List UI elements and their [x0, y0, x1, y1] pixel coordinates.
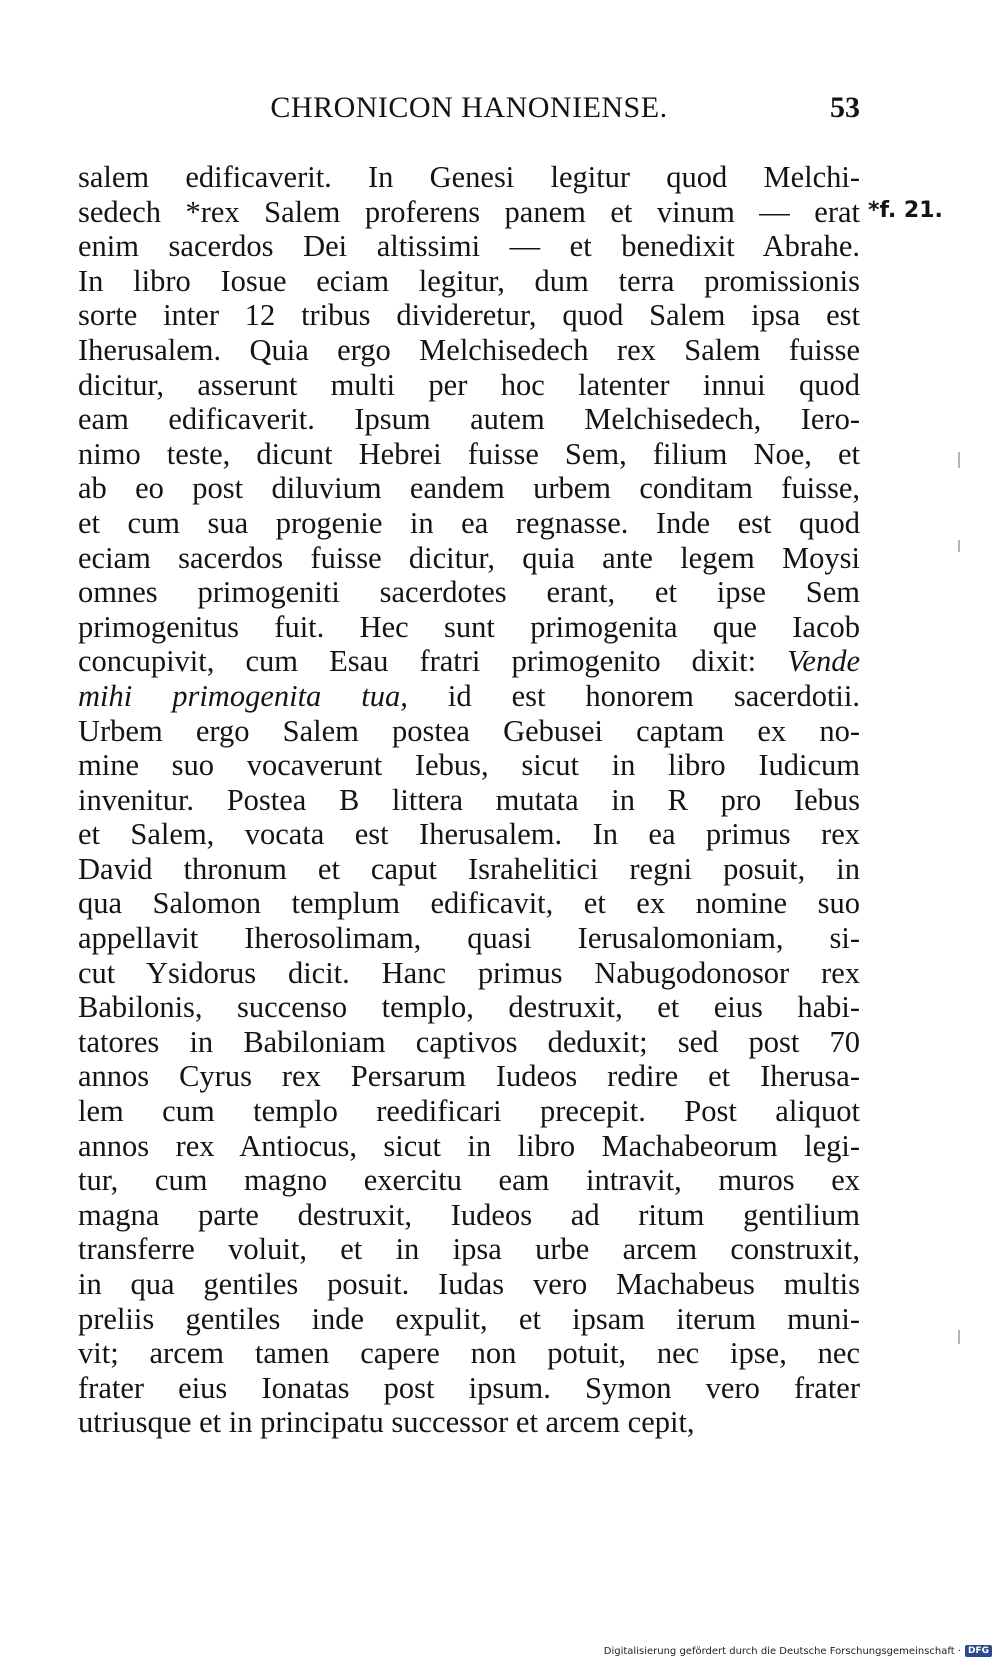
page-number: 53	[830, 91, 860, 124]
text-segment: id est honorem sacerdotii.	[447, 678, 861, 713]
text-line: Babilonis, succenso templo, destruxit, et eius habi-	[78, 990, 860, 1025]
text-line-with-italic	[78, 644, 860, 679]
text-line: eam edificaverit. Ipsum autem Melchisedech, Iero-	[78, 402, 860, 437]
text-line: appellavit Iherosolimam, quasi Ierusalomoniam, si-	[78, 921, 860, 956]
text-line: eciam sacerdos fuisse dicitur, quia ante legem Moysi	[78, 540, 860, 575]
text-line: magna parte destruxit, Iudeos ad ritum gentilium	[78, 1197, 860, 1232]
credit-text: Digitalisierung gefördert durch die Deutsche Forschungsgemeinschaft ·	[603, 1645, 961, 1657]
text-line: annos rex Antiocus, sicut in libro Machabeorum legi-	[78, 1128, 860, 1163]
body-text	[78, 160, 860, 1440]
italic-quote: mihi primogenita tua,	[78, 678, 408, 713]
text-line: salem edificaverit. In Genesi legitur quod Melchi-	[78, 160, 860, 194]
dfg-logo: DFG	[965, 1645, 992, 1657]
text-line: transferre voluit, et in ipsa urbe arcem construxit,	[78, 1232, 860, 1267]
scan-edge-mark	[958, 540, 960, 552]
text-line: enim sacerdos Dei altissimi — et benedixit Abrahe.	[78, 229, 860, 264]
italic-quote: Vende	[787, 644, 860, 679]
text-line: mine suo vocaverunt Iebus, sicut in libro Iudicum	[78, 748, 860, 783]
text-line: dicitur, asserunt multi per hoc latenter innui quod	[78, 367, 860, 402]
text-line: annos Cyrus rex Persarum Iudeos redire et Iherusa-	[78, 1059, 860, 1094]
text-line: et Salem, vocata est Iherusalem. In ea primus rex	[78, 817, 860, 852]
text-line-with-italic	[78, 679, 860, 714]
text-line: David thronum et caput Israhelitici regni posuit, in	[78, 851, 860, 886]
text-line: frater eius Ionatas post ipsum. Symon vero frater	[78, 1370, 860, 1405]
margin-folio-note: *f. 21.	[868, 198, 943, 223]
text-line: utriusque et in principatu successor et arcem cepit,	[78, 1405, 695, 1440]
text-line: qua Salomon templum edificavit, et ex nomine suo	[78, 886, 860, 921]
text-line: In libro Iosue eciam legitur, dum terra promissionis	[78, 263, 860, 298]
text-line: preliis gentiles inde expulit, et ipsam iterum muni-	[78, 1301, 860, 1336]
text-line: invenitur. Postea B littera mutata in R pro Iebus	[78, 782, 860, 817]
text-line: nimo teste, dicunt Hebrei fuisse Sem, filium Noe, et	[78, 436, 860, 471]
text-line: lem cum templo reedificari precepit. Post aliquot	[78, 1094, 860, 1129]
running-head	[78, 88, 860, 128]
text-line: sorte inter 12 tribus divideretur, quod Salem ipsa est	[78, 298, 860, 333]
text-line: et cum sua progenie in ea regnasse. Inde est quod	[78, 505, 860, 540]
text-line: tatores in Babiloniam captivos deduxit; sed post 70	[78, 1024, 860, 1059]
text-segment: concupivit, cum Esau fratri primogenito dixit:	[78, 644, 757, 679]
scan-edge-mark	[958, 1330, 960, 1344]
text-line: sedech *rex Salem proferens panem et vinum — erat	[78, 194, 860, 229]
text-line: primogenitus fuit. Hec sunt primogenita que Iacob	[78, 609, 860, 644]
text-line: Iherusalem. Quia ergo Melchisedech rex Salem fuisse	[78, 332, 860, 367]
text-line: tur, cum magno exercitu eam intravit, muros ex	[78, 1163, 860, 1198]
running-title: CHRONICON HANONIENSE.	[270, 91, 668, 124]
text-line: Urbem ergo Salem postea Gebusei captam ex no-	[78, 713, 860, 748]
text-line: vit; arcem tamen capere non potuit, nec ipse, nec	[78, 1336, 860, 1371]
text-line: in qua gentiles posuit. Iudas vero Machabeus multis	[78, 1267, 860, 1301]
text-line: ab eo post diluvium eandem urbem conditam fuisse,	[78, 471, 860, 506]
text-line: cut Ysidorus dicit. Hanc primus Nabugodonosor rex	[78, 955, 860, 990]
text-line: omnes primogeniti sacerdotes erant, et ipse Sem	[78, 575, 860, 610]
scan-edge-mark	[958, 452, 960, 468]
digitization-credit	[604, 1645, 992, 1657]
